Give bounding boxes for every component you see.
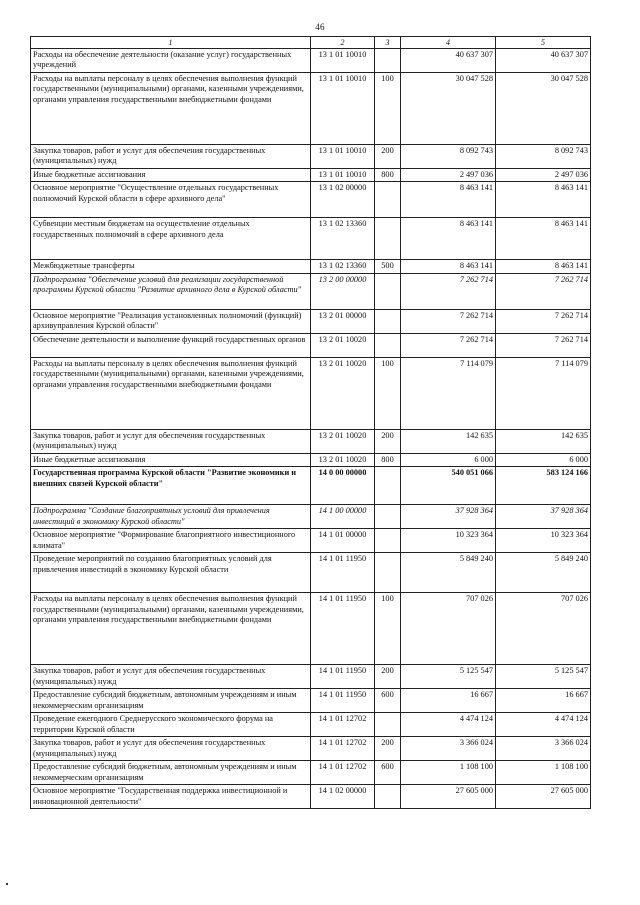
cell-code: 14 1 00 00000	[311, 505, 375, 529]
cell-name: Расходы на выплаты персоналу в целях обеспечения выполнения функций государственными (муниципальными) органами, казенными учреждениями, органами управления государственными внебюджетными фондами	[31, 357, 311, 429]
cell-code: 13 1 01 10010	[311, 73, 375, 145]
cell-year1: 5 125 547	[401, 665, 496, 689]
cell-vr	[375, 309, 401, 333]
table-row	[31, 737, 591, 761]
table-row	[31, 182, 591, 218]
cell-year2: 30 047 528	[496, 73, 591, 145]
table-row	[31, 333, 591, 357]
table-row	[31, 505, 591, 529]
cell-year2: 10 323 364	[496, 529, 591, 553]
page-number: 46	[315, 22, 325, 32]
table-row	[31, 49, 591, 73]
cell-name: Закупка товаров, работ и услуг для обеспечения государственных (муниципальных) нужд	[31, 665, 311, 689]
cell-name: Субвенции местным бюджетам на осуществление отдельных государственных полномочий в сфере архивного дела	[31, 218, 311, 260]
cell-code: 14 1 01 12702	[311, 761, 375, 785]
cell-code: 14 1 01 12702	[311, 737, 375, 761]
cell-year2: 27 605 000	[496, 785, 591, 809]
cell-vr: 800	[375, 169, 401, 182]
cell-vr	[375, 467, 401, 505]
cell-year2: 1 108 100	[496, 761, 591, 785]
cell-year1: 16 667	[401, 689, 496, 713]
cell-year2: 7 262 714	[496, 273, 591, 309]
cell-code: 13 1 01 10010	[311, 169, 375, 182]
cell-name: Закупка товаров, работ и услуг для обеспечения государственных (муниципальных) нужд	[31, 145, 311, 169]
cell-code: 13 1 02 13360	[311, 260, 375, 273]
cell-vr	[375, 785, 401, 809]
budget-table	[30, 36, 591, 809]
table-row	[31, 453, 591, 466]
cell-year2: 8 463 141	[496, 260, 591, 273]
cell-name: Обеспечение деятельности и выполнение функций государственных органов	[31, 333, 311, 357]
cell-year1: 40 637 307	[401, 49, 496, 73]
cell-year2: 40 637 307	[496, 49, 591, 73]
table-row	[31, 529, 591, 553]
table-row	[31, 593, 591, 665]
scan-speck	[6, 883, 8, 885]
cell-name: Закупка товаров, работ и услуг для обеспечения государственных (муниципальных) нужд	[31, 429, 311, 453]
cell-year1: 8 463 141	[401, 182, 496, 218]
table-row	[31, 665, 591, 689]
cell-vr	[375, 218, 401, 260]
table-row	[31, 273, 591, 309]
cell-year2: 6 000	[496, 453, 591, 466]
cell-code: 13 2 01 10020	[311, 453, 375, 466]
cell-vr: 500	[375, 260, 401, 273]
cell-code: 14 1 01 11950	[311, 593, 375, 665]
cell-year2: 707 026	[496, 593, 591, 665]
cell-code: 14 1 01 00000	[311, 529, 375, 553]
cell-code: 13 2 00 00000	[311, 273, 375, 309]
cell-year2: 8 463 141	[496, 182, 591, 218]
cell-code: 13 1 02 13360	[311, 218, 375, 260]
cell-name: Иные бюджетные ассигнования	[31, 169, 311, 182]
cell-year1: 30 047 528	[401, 73, 496, 145]
cell-code: 14 1 01 11950	[311, 689, 375, 713]
cell-code: 13 1 02 00000	[311, 182, 375, 218]
cell-year1: 27 605 000	[401, 785, 496, 809]
cell-year2: 7 114 079	[496, 357, 591, 429]
cell-vr	[375, 273, 401, 309]
cell-name: Расходы на выплаты персоналу в целях обеспечения выполнения функций государственными (муниципальными) органами, казенными учреждениями, органами управления государственными внебюджетными фондами	[31, 73, 311, 145]
cell-year1: 37 928 364	[401, 505, 496, 529]
cell-year1: 8 463 141	[401, 218, 496, 260]
column-header-code: 2	[311, 37, 375, 49]
table-row	[31, 553, 591, 593]
cell-name: Межбюджетные трансферты	[31, 260, 311, 273]
cell-code: 13 1 01 10010	[311, 49, 375, 73]
cell-year1: 2 497 036	[401, 169, 496, 182]
cell-year2: 3 366 024	[496, 737, 591, 761]
cell-year2: 142 635	[496, 429, 591, 453]
table-header-row	[31, 37, 591, 49]
cell-vr: 600	[375, 689, 401, 713]
table-row	[31, 429, 591, 453]
table-row	[31, 357, 591, 429]
cell-name: Расходы на выплаты персоналу в целях обеспечения выполнения функций государственными (муниципальными) органами, казенными учреждениями, органами управления государственными внебюджетными фондами	[31, 593, 311, 665]
cell-vr: 100	[375, 73, 401, 145]
cell-vr: 200	[375, 429, 401, 453]
cell-year2: 7 262 714	[496, 333, 591, 357]
cell-year1: 7 114 079	[401, 357, 496, 429]
cell-vr	[375, 529, 401, 553]
cell-code: 13 2 01 10020	[311, 429, 375, 453]
cell-code: 13 2 01 10020	[311, 357, 375, 429]
table-row	[31, 689, 591, 713]
cell-vr: 800	[375, 453, 401, 466]
cell-vr	[375, 505, 401, 529]
cell-vr: 100	[375, 593, 401, 665]
cell-vr: 200	[375, 665, 401, 689]
cell-name: Государственная программа Курской области "Развитие экономики и внешних связей Курской области"	[31, 467, 311, 505]
cell-year1: 707 026	[401, 593, 496, 665]
table-row	[31, 169, 591, 182]
table-row	[31, 713, 591, 737]
cell-year2: 8 092 743	[496, 145, 591, 169]
cell-name: Основное мероприятие "Формирование благоприятного инвестиционного климата"	[31, 529, 311, 553]
cell-year1: 8 463 141	[401, 260, 496, 273]
column-header-year1: 4	[401, 37, 496, 49]
cell-name: Проведение ежегодного Среднерусского экономического форума на территории Курской области	[31, 713, 311, 737]
cell-name: Подпрограмма "Создание благоприятных условий для привлечения инвестиций в экономику Курской области"	[31, 505, 311, 529]
cell-year2: 2 497 036	[496, 169, 591, 182]
cell-name: Закупка товаров, работ и услуг для обеспечения государственных (муниципальных) нужд	[31, 737, 311, 761]
table-row	[31, 309, 591, 333]
cell-name: Иные бюджетные ассигнования	[31, 453, 311, 466]
cell-year2: 37 928 364	[496, 505, 591, 529]
cell-vr: 100	[375, 357, 401, 429]
cell-vr	[375, 49, 401, 73]
cell-vr	[375, 713, 401, 737]
cell-name: Проведение мероприятий по созданию благоприятных условий для привлечения инвестиций в экономику Курской области	[31, 553, 311, 593]
table-row	[31, 761, 591, 785]
cell-code: 13 2 01 00000	[311, 309, 375, 333]
cell-year2: 5 849 240	[496, 553, 591, 593]
cell-year1: 7 262 714	[401, 333, 496, 357]
cell-name: Предоставление субсидий бюджетным, автономным учреждениям и иным некоммерческим организациям	[31, 761, 311, 785]
cell-year1: 7 262 714	[401, 273, 496, 309]
column-header-name: 1	[31, 37, 311, 49]
cell-code: 14 1 01 12702	[311, 713, 375, 737]
table-row	[31, 467, 591, 505]
cell-year1: 1 108 100	[401, 761, 496, 785]
cell-name: Предоставление субсидий бюджетным, автономным учреждениям и иным некоммерческим организациям	[31, 689, 311, 713]
table-row	[31, 260, 591, 273]
cell-vr	[375, 182, 401, 218]
cell-year2: 7 262 714	[496, 309, 591, 333]
cell-name: Основное мероприятие "Реализация установленных полномочий (функций) архивуправления Курской области"	[31, 309, 311, 333]
table-body	[31, 49, 591, 809]
cell-name: Расходы на обеспечение деятельности (оказание услуг) государственных учреждений	[31, 49, 311, 73]
column-header-vr: 3	[375, 37, 401, 49]
cell-code: 14 1 02 00000	[311, 785, 375, 809]
table-row	[31, 218, 591, 260]
cell-code: 13 1 01 10010	[311, 145, 375, 169]
cell-year1: 7 262 714	[401, 309, 496, 333]
cell-year1: 5 849 240	[401, 553, 496, 593]
cell-year1: 142 635	[401, 429, 496, 453]
cell-year2: 16 667	[496, 689, 591, 713]
table-row	[31, 785, 591, 809]
cell-year2: 4 474 124	[496, 713, 591, 737]
cell-code: 14 0 00 00000	[311, 467, 375, 505]
cell-code: 14 1 01 11950	[311, 665, 375, 689]
cell-year1: 8 092 743	[401, 145, 496, 169]
cell-year1: 3 366 024	[401, 737, 496, 761]
cell-year1: 6 000	[401, 453, 496, 466]
cell-vr	[375, 333, 401, 357]
cell-vr	[375, 553, 401, 593]
cell-name: Основное мероприятие "Государственная поддержка инвестиционной и инновационной деятельности"	[31, 785, 311, 809]
cell-code: 13 2 01 10020	[311, 333, 375, 357]
cell-year1: 10 323 364	[401, 529, 496, 553]
cell-code: 14 1 01 11950	[311, 553, 375, 593]
cell-year2: 8 463 141	[496, 218, 591, 260]
column-header-year2: 5	[496, 37, 591, 49]
table-row	[31, 73, 591, 145]
cell-vr: 600	[375, 761, 401, 785]
cell-year1: 4 474 124	[401, 713, 496, 737]
cell-vr: 200	[375, 145, 401, 169]
cell-vr: 200	[375, 737, 401, 761]
cell-name: Основное мероприятие "Осуществление отдельных государственных полномочий Курской области в сфере архивного дела"	[31, 182, 311, 218]
cell-year1: 540 051 066	[401, 467, 496, 505]
cell-year2: 583 124 166	[496, 467, 591, 505]
cell-name: Подпрограмма "Обеспечение условий для реализации государственной программы Курской области "Развитие архивного дела в Курской области"	[31, 273, 311, 309]
cell-year2: 5 125 547	[496, 665, 591, 689]
table-row	[31, 145, 591, 169]
